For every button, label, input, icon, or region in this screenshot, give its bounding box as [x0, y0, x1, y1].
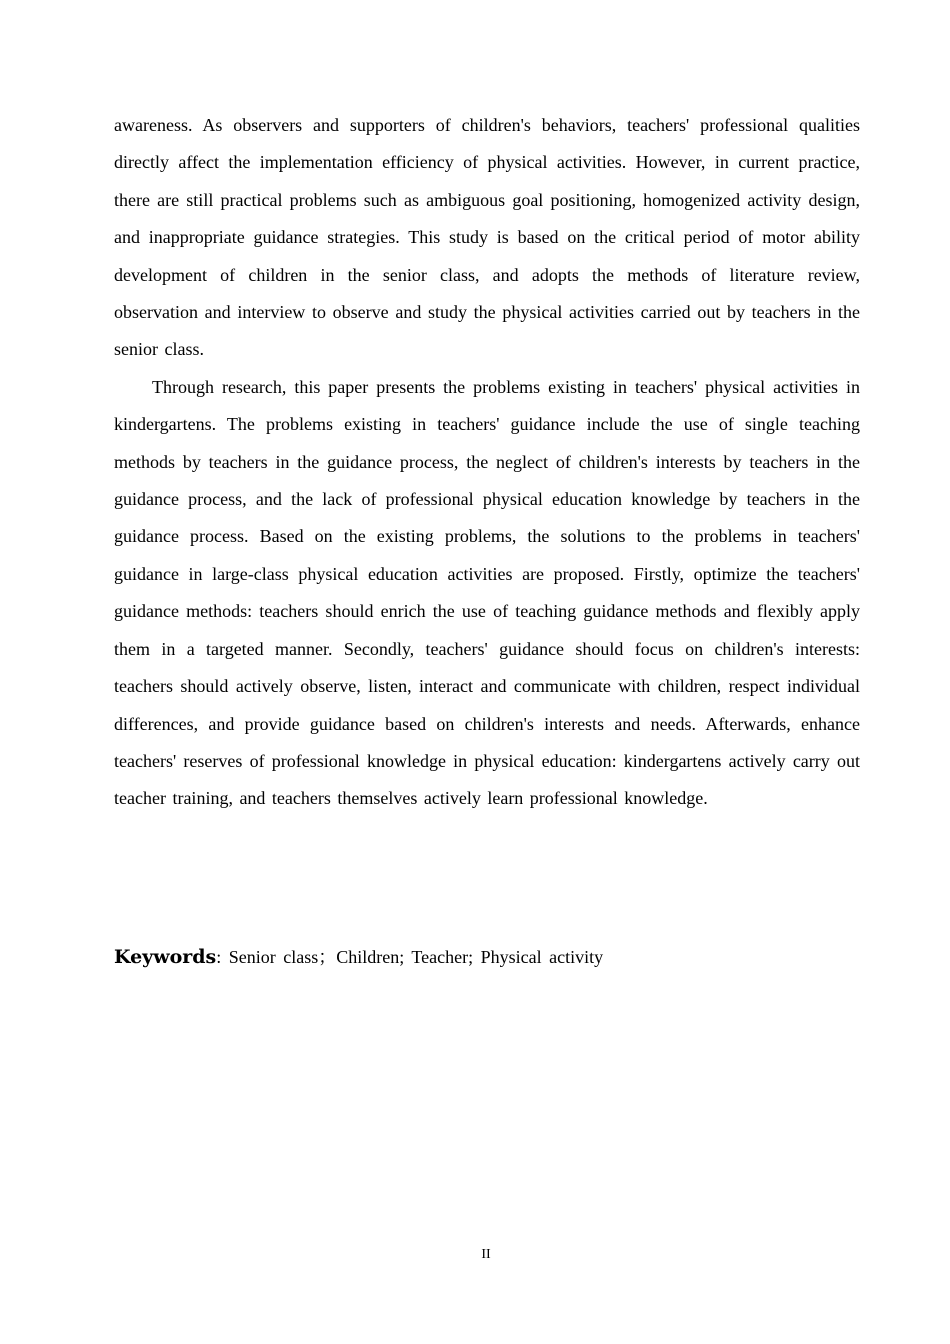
- keywords-line: [114, 939, 603, 976]
- keywords-text: Senior class；Children; Teacher; Physical activity: [228, 947, 604, 967]
- page-number: II: [481, 1247, 491, 1262]
- keywords-separator: :: [216, 947, 222, 967]
- abstract-paragraph-2: Through research, this paper presents the problems existing in teachers' physical activities in kindergartens. The problems existing in teachers' guidance include the use of single teaching methods by teachers in the guidance process, the neglect of children's interests by teachers in the guidance process, and the lack of professional physical education knowledge by teachers in the guidance process. Based on the existing problems, the solutions to the problems in teachers' guidance in large-class physical education activities are proposed. Firstly, optimize the teachers' guidance methods: teachers should enrich the use of teaching guidance methods and flexibly apply them in a targeted manner. Secondly, teachers' guidance should focus on children's interests: teachers should actively observe, listen, interact and communicate with children, respect individual differences, and provide guidance based on children's interests and needs. Afterwards, enhance teachers' reserves of professional knowledge in physical education: kindergartens actively carry out teacher training, and teachers themselves actively learn professional knowledge.: [114, 376, 860, 809]
- abstract-paragraph-1: awareness. As observers and supporters of children's behaviors, teachers' professional qualities directly affect the implementation efficiency of physical activities. However, in current practice, there are still practical problems such as ambiguous goal positioning, homogenized activity design, and inappropriate guidance strategies. This study is based on the critical period of motor ability development of children in the senior class, and adopts the methods of literature review, observation and interview to observe and study the physical activities carried out by teachers in the senior class.: [114, 115, 860, 360]
- abstract-body: [114, 107, 860, 818]
- keywords-label: Keywords: [114, 946, 217, 968]
